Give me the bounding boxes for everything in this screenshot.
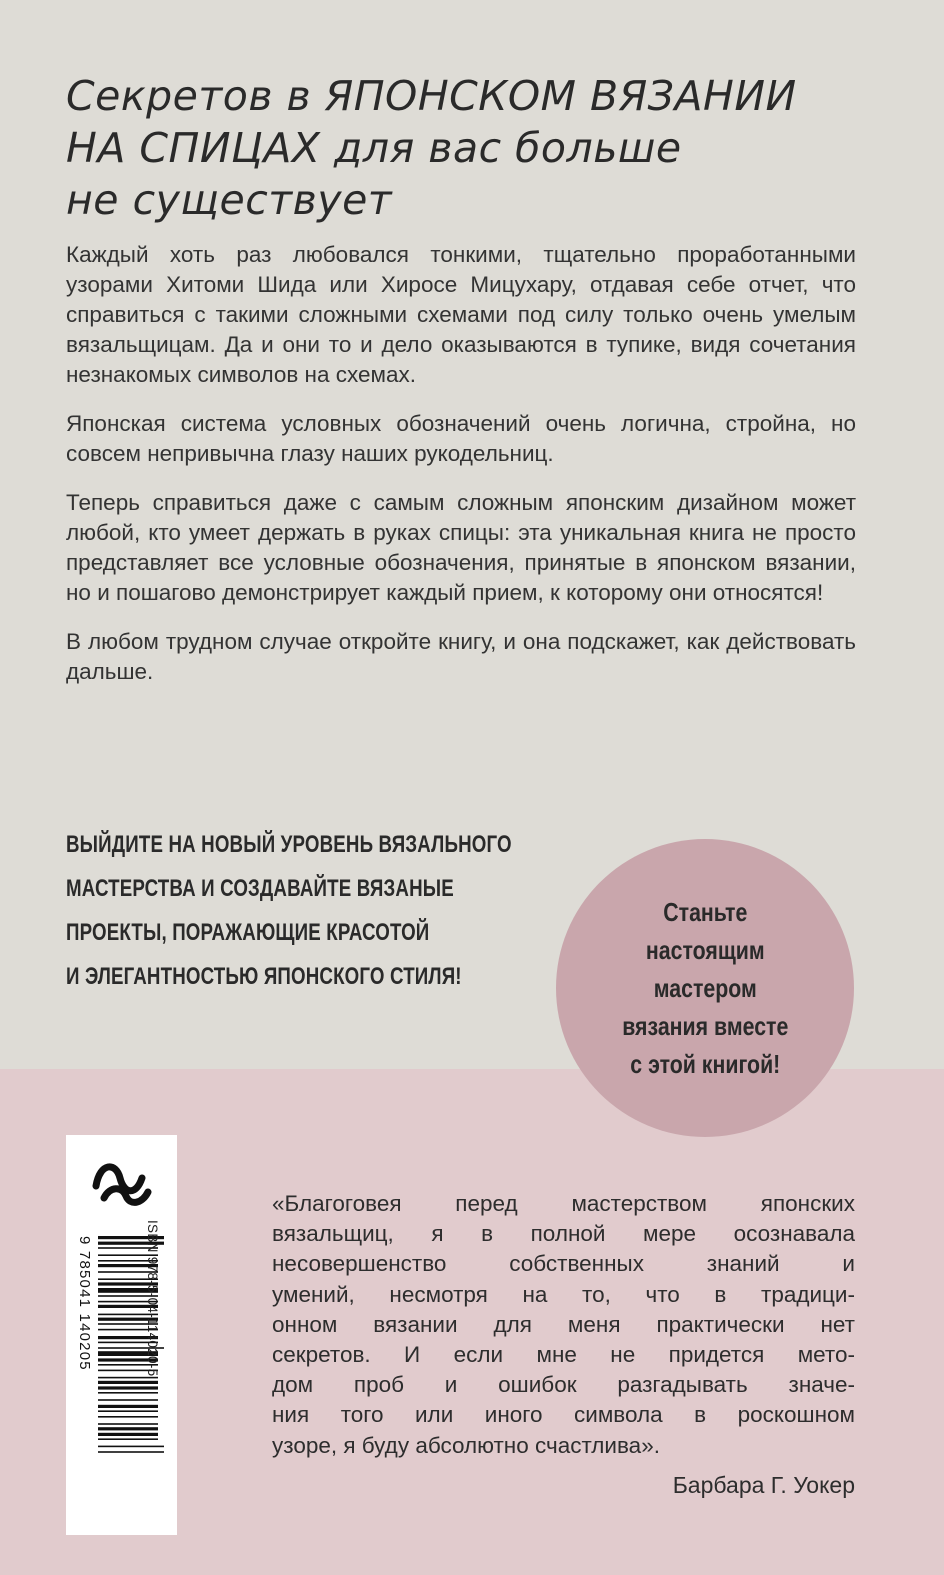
barcode-card [66,1135,177,1535]
headline [66,70,886,226]
isbn-label: ISBN 978-5-04-114020-5 [145,1220,160,1377]
promo-text [622,893,788,1083]
quote-line: узоре, я буду абсолютно счастлива». [272,1432,660,1458]
quote-line: несовершенство собственных знаний и [272,1251,855,1277]
description-paragraph: Теперь справиться даже с самым сложным японским дизайном может любой, кто умеет держать в руках спицы: эта уникальная книга не просто представляет все условные обозначения, принятые в японском вязании, но и пошагово демонстрирует каждый прием, к которому они относятся! [66,490,856,605]
callout-line: ПРОЕКТЫ, ПОРАЖАЮЩИЕ КРАСОТОЙ [66,919,430,946]
quote-line: «Благоговея перед мастерством японских [272,1191,855,1216]
callout-line: И ЭЛЕГАНТНОСТЬЮ ЯПОНСКОГО СТИЛЯ! [66,963,462,990]
quote-line: ния того или иного символа в роскошном [272,1402,855,1428]
promo-line: мастером [653,973,757,1003]
callout-line: МАСТЕРСТВА И СОЗДАВАЙТЕ ВЯЗАНЫЕ [66,875,454,902]
headline-line: Секретов в ЯПОНСКОМ ВЯЗАНИИ [66,72,797,120]
quote [272,1189,855,1461]
quote-author: Барбара Г. Уокер [672,1472,855,1498]
headline-line: не существует [66,176,393,224]
barcode-digits: 9 785041 140205 [76,1236,93,1371]
callout-line: ВЫЙДИТЕ НА НОВЫЙ УРОВЕНЬ ВЯЗАЛЬНОГО [66,831,512,858]
promo-line: настоящим [645,935,765,965]
description-paragraph: Японская система условных обозначений очень логична, стройна, но совсем непривычна глазу наших рукодельниц. [66,411,856,466]
quote-line: онном вязании для меня практически нет [272,1311,855,1337]
description [66,240,856,706]
headline-line: НА СПИЦАХ для вас больше [66,124,682,172]
description-paragraph: Каждый хоть раз любовался тонкими, тщательно проработанными узорами Хитоми Шида или Хиросе Мицухару, отдавая себе отчет, что справиться с такими сложными схемами под силу только очень умелым вязальщицам. Да и они то и дело оказываются в тупике, видя сочетания незнакомых символов на схемах. [66,242,856,387]
promo-line: с этой книгой! [630,1049,780,1079]
description-paragraph: В любом трудном случае откройте книгу, и она подскажет, как действовать дальше. [66,629,856,684]
quote-line: секретов. И если мне не придется мето- [272,1342,855,1368]
promo-line: Станьте [662,897,748,927]
publisher-wave-logo-icon [90,1152,156,1210]
quote-line: вязальщиц, я в полной мере осознавала [272,1221,855,1247]
promo-line: вязания вместе [621,1011,789,1041]
quote-line: умений, несмотря на то, что в традици- [272,1281,855,1307]
quote-line: дом проб и ошибок разгадывать значе- [272,1372,855,1398]
promo-circle [556,839,854,1137]
callout-heading [66,823,512,999]
